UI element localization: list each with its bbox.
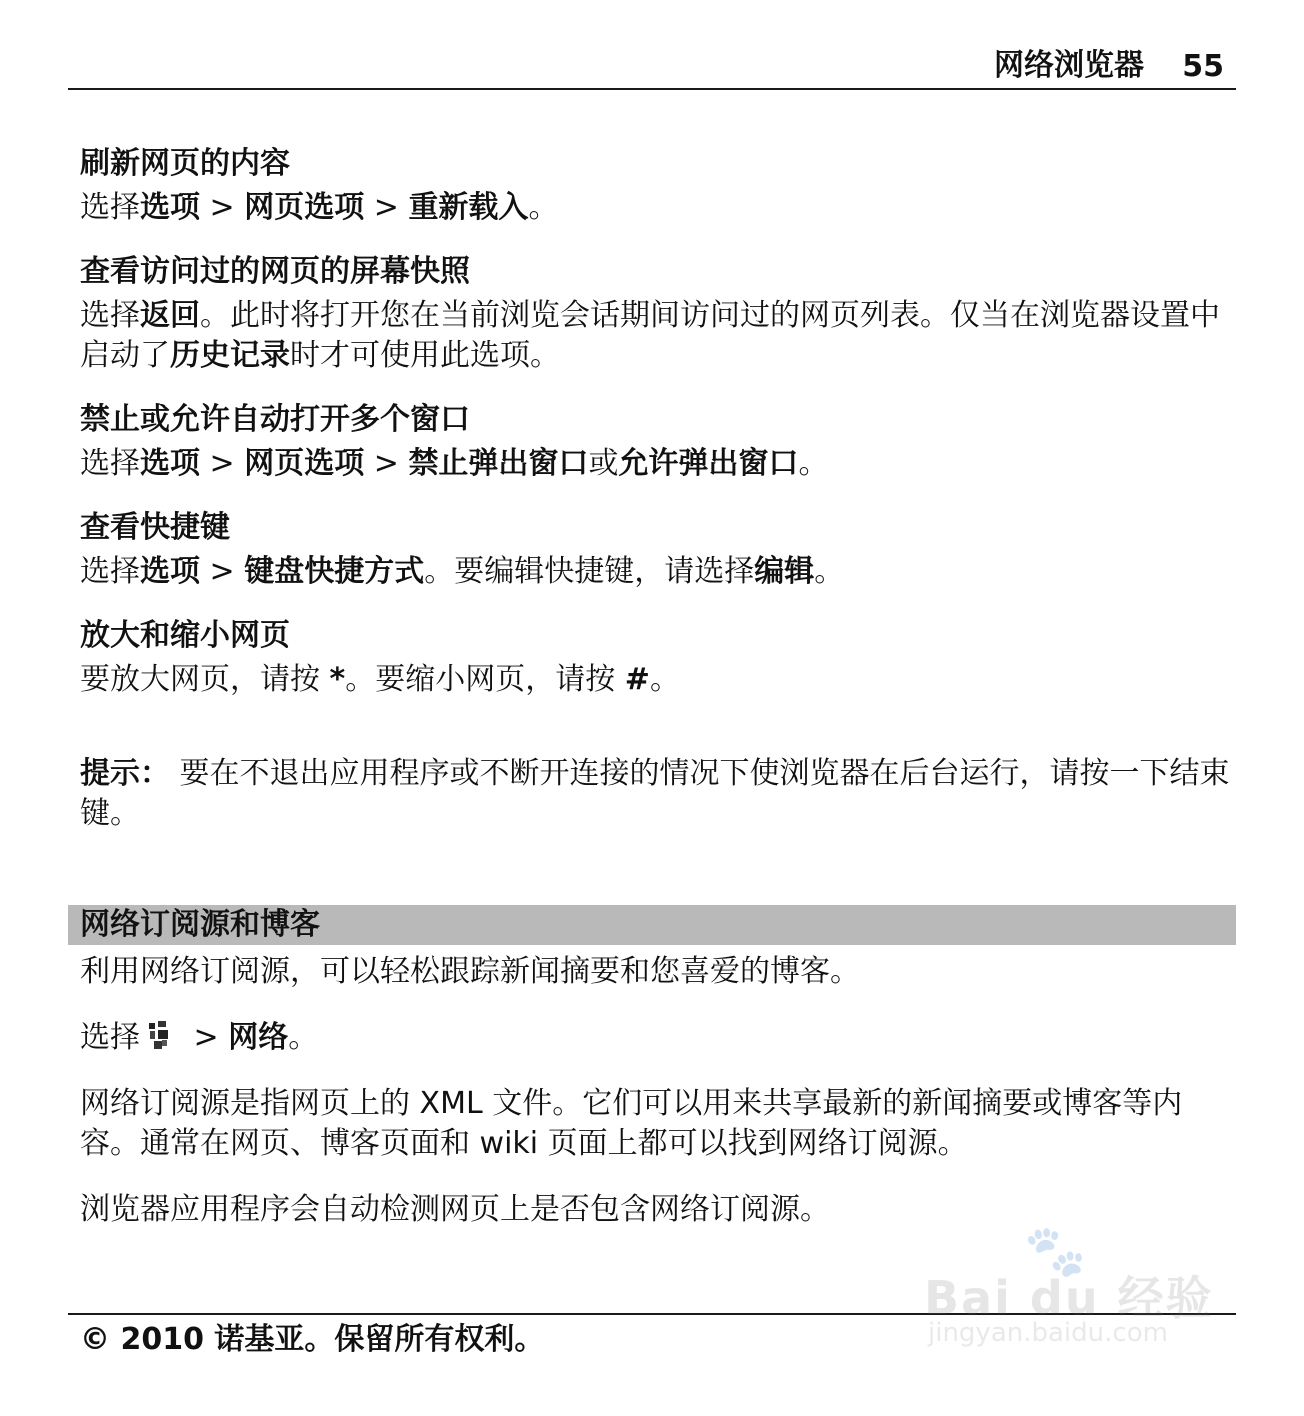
feeds-paragraph: 浏览器应用程序会自动检测网页上是否包含网络订阅源。 (80, 1192, 830, 1227)
feeds-paragraph: 网络订阅源是指网页上的 XML 文件。它们可以用来共享最新的新闻摘要或博客等内容。通常在网页、博客页面和 wiki 页面上都可以找到网络订阅源。 (80, 1086, 1183, 1161)
body-text: 或 (588, 446, 619, 481)
body-text: > (200, 446, 245, 481)
ui-term: 编辑 (754, 554, 815, 589)
ui-term: 返回 (140, 298, 200, 333)
section-heading: 禁止或允许自动打开多个窗口 (80, 402, 470, 437)
ui-term: 网页选项 (244, 190, 365, 225)
ui-term: 键盘快捷方式 (244, 554, 425, 589)
body-text: 。要编辑快捷键，请选择 (424, 554, 755, 589)
body-text: > (200, 190, 245, 225)
select-suffix: 。 (288, 1020, 319, 1055)
body-text: 选择 (80, 298, 140, 333)
banner-heading: 网络订阅源和博客 (80, 907, 320, 942)
body-text: 。 (814, 554, 845, 589)
watermark-site: jingyan.baidu.com (928, 1318, 1168, 1348)
tip-label: 提示： (80, 756, 170, 791)
section-body (80, 296, 1230, 376)
ui-term: 允许弹出窗口 (618, 446, 799, 481)
section-refresh (80, 140, 1230, 228)
body-text: > (200, 554, 245, 589)
main-content (80, 140, 1230, 834)
body-text: 。 (528, 190, 559, 225)
footer-copyright: © 2010 诺基亚。保留所有权利。 (80, 1322, 545, 1357)
section-heading: 查看访问过的网页的屏幕快照 (80, 254, 470, 289)
body-text: > (364, 190, 409, 225)
paw-icon: 🐾 (1024, 1222, 1087, 1280)
select-prefix: 选择 (80, 1020, 140, 1055)
section-body (80, 444, 1230, 484)
section-snapshot (80, 248, 1230, 376)
section-heading: 查看快捷键 (80, 510, 230, 545)
page-number: 55 (1182, 49, 1224, 84)
body-text: 选择 (80, 446, 140, 481)
tip-paragraph (80, 754, 1230, 834)
ui-term: 选项 (140, 190, 200, 225)
feeds-content (80, 952, 1230, 1256)
path-arrow: > (184, 1020, 229, 1055)
body-text: 。 (649, 662, 680, 697)
section-shortcuts (80, 504, 1230, 592)
body-text: 。 (798, 446, 829, 481)
page-header (68, 36, 1236, 90)
body-text: 。此时将打开您在当前浏览会话期间访问过的网页列表。仅当在浏览器设置中启动了 (80, 298, 1220, 373)
body-text: 要放大网页，请按 (80, 662, 330, 697)
web-icon (146, 1019, 172, 1053)
feeds-intro: 利用网络订阅源，可以轻松跟踪新闻摘要和您喜爱的博客。 (80, 954, 860, 989)
section-banner (68, 905, 1236, 945)
section-popups (80, 396, 1230, 484)
select-target: 网络 (228, 1020, 289, 1055)
section-heading: 放大和缩小网页 (80, 618, 290, 653)
ui-term: # (624, 662, 650, 697)
tip-text: 要在不退出应用程序或不断开连接的情况下使浏览器在后台运行，请按一下结束键。 (80, 756, 1230, 831)
header-title: 网络浏览器 (994, 48, 1144, 83)
ui-term: 禁止弹出窗口 (408, 446, 589, 481)
ui-term: 重新载入 (408, 190, 529, 225)
ui-term: 历史记录 (170, 338, 290, 373)
section-body (80, 188, 1230, 228)
section-zoom (80, 612, 1230, 700)
body-text: > (364, 446, 409, 481)
section-heading: 刷新网页的内容 (80, 146, 290, 181)
body-text: 时才可使用此选项。 (290, 338, 560, 373)
watermark-brand: Bai du 经验 (924, 1271, 1214, 1325)
ui-term: * (329, 662, 346, 697)
body-text: 选择 (80, 190, 140, 225)
ui-term: 选项 (140, 554, 200, 589)
body-text: 选择 (80, 554, 140, 589)
ui-term: 选项 (140, 446, 200, 481)
ui-term: 网页选项 (244, 446, 365, 481)
section-body (80, 552, 1230, 592)
body-text: 。要缩小网页，请按 (345, 662, 625, 697)
section-body (80, 660, 1230, 700)
footer-divider (68, 1313, 1236, 1315)
feeds-select-path (80, 1018, 1230, 1058)
